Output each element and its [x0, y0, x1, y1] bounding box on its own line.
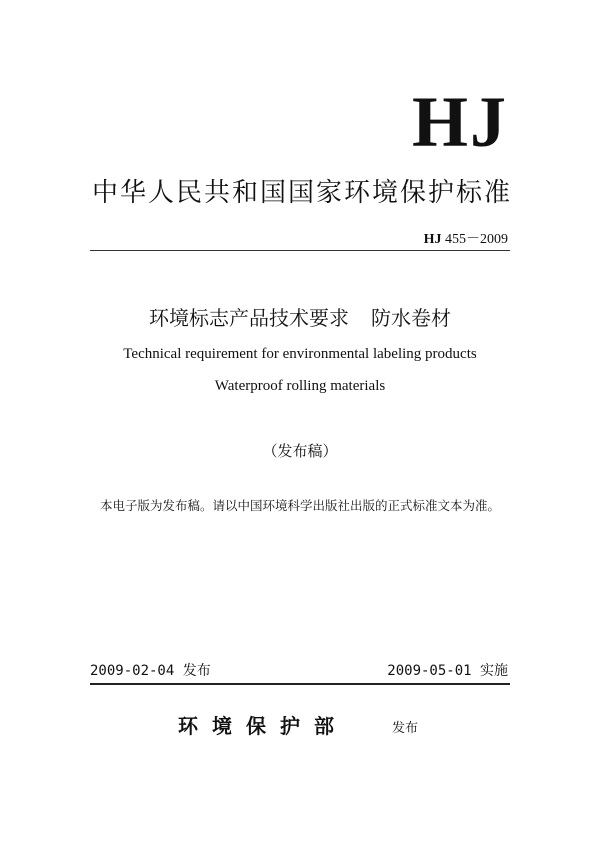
issuing-authority: 环境保护部: [178, 714, 348, 738]
edition-notice: 本电子版为发布稿。请以中国环境科学出版社出版的正式标准文本为准。: [99, 498, 500, 513]
issue-date: 2009-02-04 发布: [90, 663, 211, 679]
standard-code-prefix: HJ: [423, 232, 442, 247]
top-divider: [90, 250, 510, 251]
bottom-divider: [90, 683, 510, 685]
hj-logo: HJ: [411, 82, 508, 162]
standard-code: [424, 228, 508, 248]
draft-label: （发布稿）: [262, 442, 338, 460]
effective-date: 2009-05-01 实施: [387, 663, 508, 679]
document-title-en-line2: Waterproof rolling materials: [214, 378, 386, 394]
document-title-en-line1: Technical requirement for environmental labeling products: [123, 346, 477, 362]
issuing-authority-suffix: 发布: [392, 721, 419, 736]
document-title-main: 环境标志产品技术要求: [149, 306, 349, 330]
document-title-sub: 防水卷材: [371, 306, 451, 330]
document-title-zh: [0, 302, 600, 331]
standard-category: 中华人民共和国国家环境保护标准: [92, 178, 513, 208]
standard-code-number: 455－2009: [445, 232, 508, 247]
